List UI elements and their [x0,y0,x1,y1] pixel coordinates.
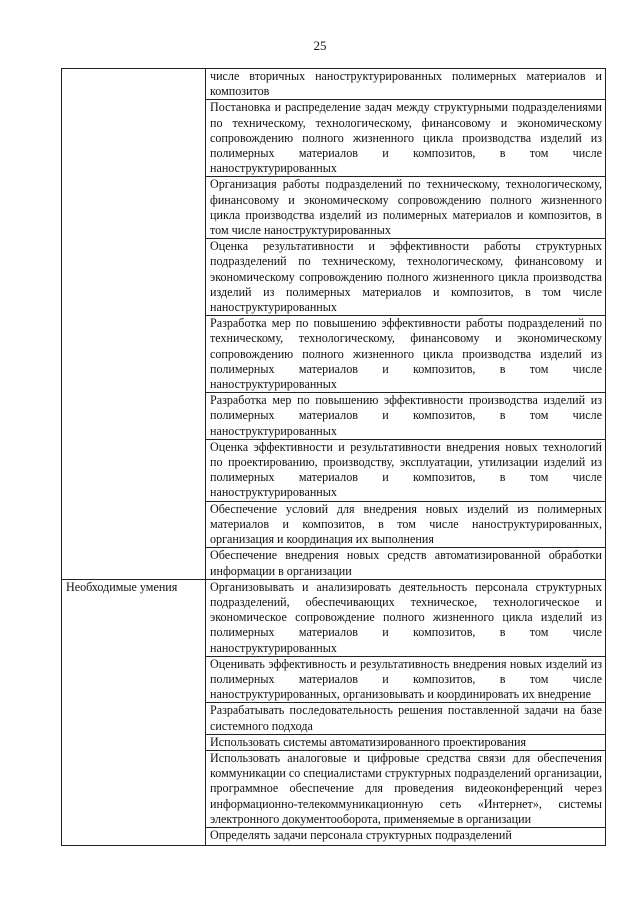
row-label-cell [62,579,206,845]
table-row [62,579,606,656]
table-cell: Оценка результативности и эффективности работы структурных подразделений по техническому, технологическому, финансовому и экономическому сопровождению полного жизненного цикла производства изделий из полимерных материалов и композитов, в том числе наноструктурированных [206,239,606,316]
table-cell: Использовать аналоговые и цифровые средства связи для обеспечения коммуникации со специалистами структурных подразделений организации, программное обеспечение для проведения видеоконференций через информационно-телекоммуникационную сеть «Интернет», системы электронного документооборота, применяемые в организации [206,750,606,827]
table-cell: числе вторичных наноструктурированных полимерных материалов и композитов [206,69,606,100]
table-row [62,69,606,100]
table-cell: Обеспечение внедрения новых средств автоматизированной обработки информации в организации [206,548,606,579]
table-cell: Оценивать эффективность и результативность внедрения новых изделий из полимерных материалов и композитов, в том числе наноструктурированных, организовывать и координировать их внедрение [206,656,606,703]
table-cell: Использовать системы автоматизированного проектирования [206,734,606,750]
table-cell: Разработка мер по повышению эффективности работы подразделений по техническому, технологическому, финансовому и экономическому сопровождению полного жизненного цикла производства изделий из полимерных материалов и композитов, в том числе наноструктурированных [206,316,606,393]
table-cell: Разработка мер по повышению эффективности производства изделий из полимерных материалов и композитов, в том числе наноструктурированных [206,393,606,440]
table-cell: Организация работы подразделений по техническому, технологическому, финансовому и экономическому сопровождению полного жизненного цикла производства изделий из полимерных материалов и композитов, в том числе наноструктурированных [206,177,606,239]
table-cell: Оценка эффективности и результативности внедрения новых технологий по проектированию, производству, эксплуатации, утилизации изделий из полимерных материалов и композитов, в том числе наноструктурированных [206,439,606,501]
table-cell: Обеспечение условий для внедрения новых изделий из полимерных материалов и композитов, в том числе наноструктурированных, организация и координация их выполнения [206,501,606,548]
row-label-cell [62,69,206,580]
table-cell: Определять задачи персонала структурных подразделений [206,827,606,845]
page-number: 25 [313,38,327,53]
table-cell: Разрабатывать последовательность решения поставленной задачи на базе системного подхода [206,703,606,734]
table-cell: Организовывать и анализировать деятельность персонала структурных подразделений, обеспечивающих техническое, технологическое и экономическое сопровождение полного жизненного цикла изделий из полимерных материалов и композитов, в том числе наноструктурированных [206,579,606,656]
table-cell: Постановка и распределение задач между структурными подразделениями по техническому, технологическому, финансовому и экономическому сопровождению полного жизненного цикла производства изделий из полимерных материалов и композитов, в том числе наноструктурированных [206,100,606,177]
row-label: Необходимые умения [66,579,178,594]
competency-table [61,68,606,846]
